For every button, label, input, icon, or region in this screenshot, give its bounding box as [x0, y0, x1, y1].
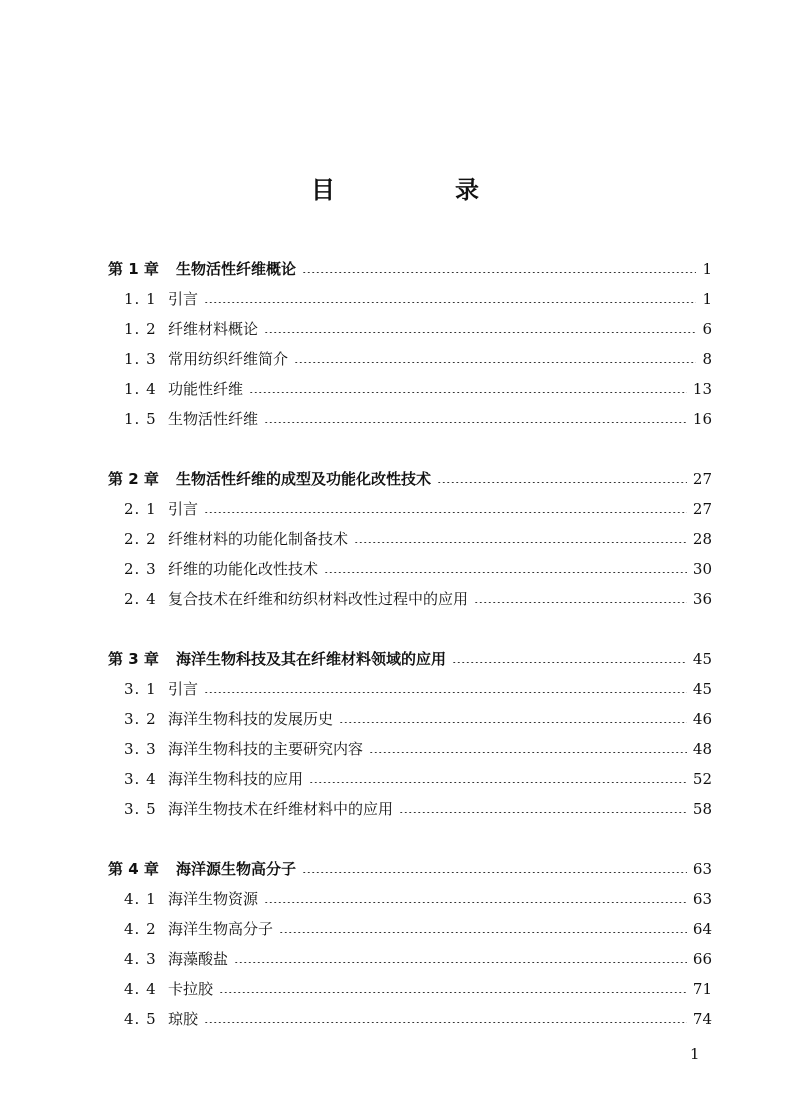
dot-leader [264, 332, 696, 333]
dot-leader [354, 542, 687, 543]
page-number: 30 [692, 560, 712, 578]
dot-leader [324, 572, 687, 573]
section-number: 4. 3 [124, 950, 157, 968]
page-number: 28 [692, 530, 712, 548]
section-title: 引言 [168, 290, 199, 308]
section-number: 4. 4 [124, 980, 157, 998]
toc-entry-chapter-4[interactable] [108, 854, 712, 884]
toc-entry-section-4-4[interactable] [108, 974, 712, 1004]
dot-leader [204, 1022, 687, 1023]
section-title: 纤维材料的功能化制备技术 [168, 530, 349, 548]
section-number: 3. 5 [124, 800, 157, 818]
dot-leader [204, 302, 696, 303]
page-number: 74 [692, 1010, 712, 1028]
section-title: 引言 [168, 680, 199, 698]
dot-leader [399, 812, 687, 813]
section-number: 1. 3 [124, 350, 157, 368]
toc-entry-section-1-2[interactable] [108, 314, 712, 344]
page-number: 8 [702, 350, 712, 368]
section-title: 功能性纤维 [168, 380, 244, 398]
page-number: 63 [692, 890, 712, 908]
toc-entry-section-1-3[interactable] [108, 344, 712, 374]
page-number: 71 [692, 980, 712, 998]
dot-leader [302, 272, 696, 273]
dot-leader [302, 872, 687, 873]
dot-leader [369, 752, 687, 753]
toc-entry-chapter-1[interactable] [108, 254, 712, 284]
dot-leader [339, 722, 687, 723]
section-title: 引言 [168, 500, 199, 518]
chapter-title: 生物活性纤维的成型及功能化改性技术 [176, 470, 432, 488]
section-number: 2. 4 [124, 590, 157, 608]
dot-leader [219, 992, 687, 993]
dot-leader [234, 962, 687, 963]
page-number: 16 [692, 410, 712, 428]
chapter-1 [108, 254, 712, 434]
section-number: 3. 4 [124, 770, 157, 788]
dot-leader [437, 482, 687, 483]
toc-entry-section-4-1[interactable] [108, 884, 712, 914]
page-number: 58 [692, 800, 712, 818]
chapter-number: 第 1 章 [108, 260, 159, 278]
section-number: 4. 2 [124, 920, 157, 938]
page-number: 66 [692, 950, 712, 968]
toc-entry-section-2-1[interactable] [108, 494, 712, 524]
dot-leader [309, 782, 687, 783]
toc-entry-section-3-5[interactable] [108, 794, 712, 824]
section-title: 海洋生物技术在纤维材料中的应用 [168, 800, 394, 818]
section-number: 4. 1 [124, 890, 157, 908]
section-title: 纤维的功能化改性技术 [168, 560, 319, 578]
toc-entry-section-4-3[interactable] [108, 944, 712, 974]
page-number: 45 [692, 650, 712, 668]
dot-leader [474, 602, 687, 603]
dot-leader [204, 692, 687, 693]
dot-leader [279, 932, 687, 933]
chapter-number: 第 3 章 [108, 650, 159, 668]
section-number: 4. 5 [124, 1010, 157, 1028]
toc-entry-section-1-1[interactable] [108, 284, 712, 314]
chapter-title: 生物活性纤维概论 [176, 260, 297, 278]
page-number: 63 [692, 860, 712, 878]
dot-leader [264, 902, 687, 903]
section-title: 生物活性纤维 [168, 410, 259, 428]
page-number: 27 [692, 470, 712, 488]
section-title: 海洋生物高分子 [168, 920, 274, 938]
dot-leader [264, 422, 687, 423]
page-number: 45 [692, 680, 712, 698]
page-number: 1 [702, 260, 712, 278]
section-title: 复合技术在纤维和纺织材料改性过程中的应用 [168, 590, 469, 608]
section-number: 2. 1 [124, 500, 157, 518]
section-number: 1. 1 [124, 290, 157, 308]
chapter-3 [108, 644, 712, 824]
section-number: 1. 5 [124, 410, 157, 428]
dot-leader [452, 662, 687, 663]
section-number: 1. 2 [124, 320, 157, 338]
page-number: 46 [692, 710, 712, 728]
section-title: 常用纺织纤维简介 [168, 350, 289, 368]
section-title: 卡拉胶 [168, 980, 214, 998]
section-title: 海洋生物资源 [168, 890, 259, 908]
dot-leader [249, 392, 687, 393]
section-title: 琼胶 [168, 1010, 199, 1028]
toc-entry-section-3-4[interactable] [108, 764, 712, 794]
section-title: 纤维材料概论 [168, 320, 259, 338]
section-number: 3. 2 [124, 710, 157, 728]
chapter-2 [108, 464, 712, 614]
page-number: 13 [692, 380, 712, 398]
section-title: 海洋生物科技的发展历史 [168, 710, 334, 728]
dot-leader [294, 362, 696, 363]
toc-entry-chapter-3[interactable] [108, 644, 712, 674]
chapter-title: 海洋生物科技及其在纤维材料领域的应用 [176, 650, 447, 668]
page-number: 48 [692, 740, 712, 758]
toc-entry-section-1-5[interactable] [108, 404, 712, 434]
page-number: 1 [702, 290, 712, 308]
toc-entry-section-3-2[interactable] [108, 704, 712, 734]
toc-entry-section-4-5[interactable] [108, 1004, 712, 1034]
toc-entry-section-4-2[interactable] [108, 914, 712, 944]
chapter-number: 第 2 章 [108, 470, 159, 488]
section-title: 海藻酸盐 [168, 950, 229, 968]
toc-entry-chapter-2[interactable] [108, 464, 712, 494]
toc-entry-section-2-2[interactable] [108, 524, 712, 554]
toc-entry-section-1-4[interactable] [108, 374, 712, 404]
chapter-title: 海洋源生物高分子 [176, 860, 297, 878]
toc-entry-section-3-1[interactable] [108, 674, 712, 704]
chapter-number: 第 4 章 [108, 860, 159, 878]
toc-entry-section-2-4[interactable] [108, 584, 712, 614]
dot-leader [204, 512, 687, 513]
section-number: 3. 3 [124, 740, 157, 758]
toc-entry-section-2-3[interactable] [108, 554, 712, 584]
page-number: 64 [692, 920, 712, 938]
folio-page-number: 1 [690, 1045, 700, 1063]
section-number: 1. 4 [124, 380, 157, 398]
section-number: 2. 2 [124, 530, 157, 548]
section-number: 2. 3 [124, 560, 157, 578]
page-title: 目 录 [311, 176, 527, 204]
section-title: 海洋生物科技的应用 [168, 770, 304, 788]
table-of-contents [108, 254, 712, 1064]
page-number: 36 [692, 590, 712, 608]
page-number: 6 [702, 320, 712, 338]
page-number: 27 [692, 500, 712, 518]
toc-entry-section-3-3[interactable] [108, 734, 712, 764]
section-title: 海洋生物科技的主要研究内容 [168, 740, 364, 758]
page-number: 52 [692, 770, 712, 788]
chapter-4 [108, 854, 712, 1034]
section-number: 3. 1 [124, 680, 157, 698]
